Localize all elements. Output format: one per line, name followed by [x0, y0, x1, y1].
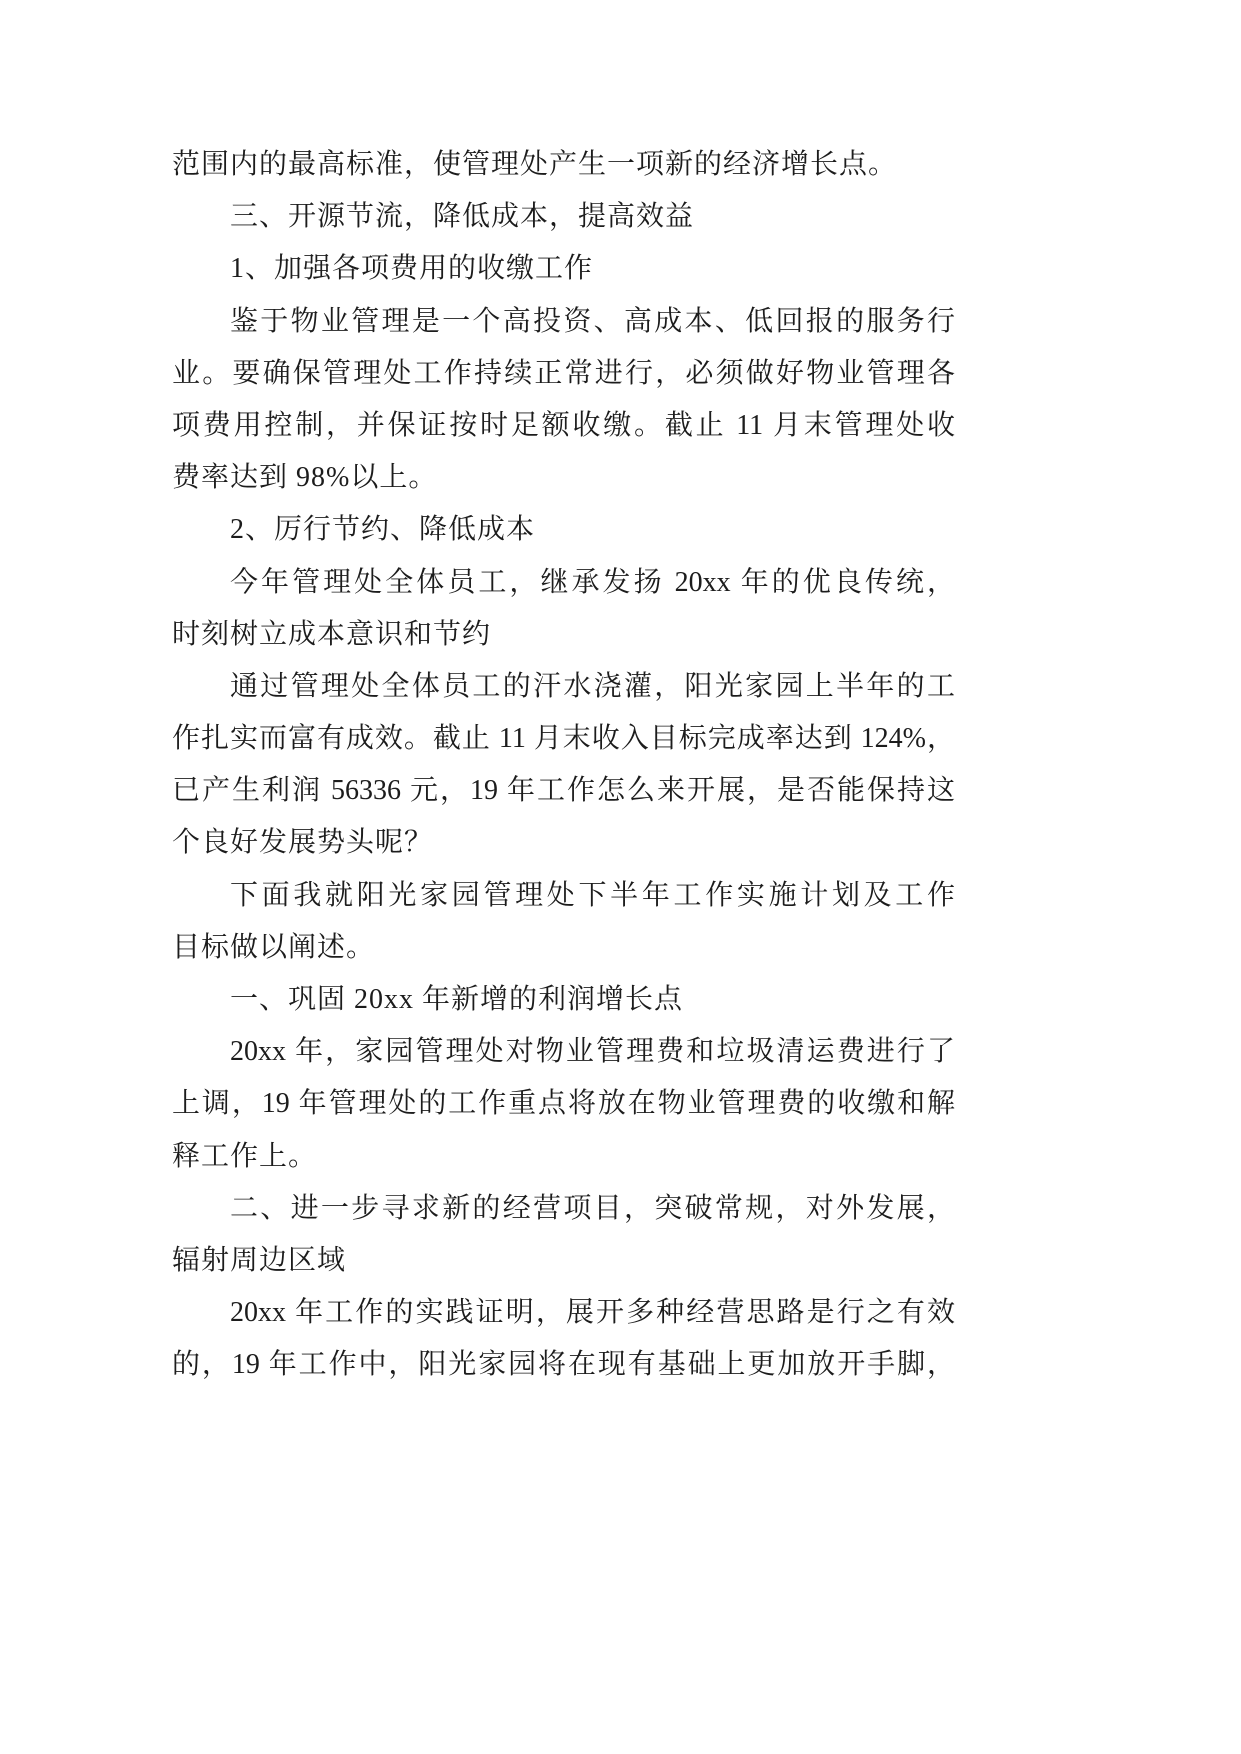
text-line: 的，19 年工作中，阳光家园将在现有基础上更加放开手脚，: [172, 1349, 955, 1381]
heading-line: 二、进一步寻求新的经营项目，突破常规，对外发展，: [230, 1192, 955, 1224]
text-line: 20xx 年工作的实践证明，展开多种经营思路是行之有效: [230, 1297, 955, 1329]
text-line: 今年管理处全体员工，继承发扬 20xx 年的优良传统，: [230, 566, 955, 598]
section-heading: [172, 974, 955, 1026]
heading-line: 三、开源节流，降低成本，提高效益: [230, 201, 695, 233]
text-line: 项费用控制，并保证按时足额收缴。截止 11 月末管理处收: [172, 409, 955, 441]
text-line: 作扎实而富有成效。截止 11 月末收入目标完成率达到 124%，: [172, 723, 955, 755]
paragraph: [172, 1287, 955, 1391]
subsection-heading: [172, 504, 955, 556]
paragraph: [172, 139, 955, 191]
heading-line: 1、加强各项费用的收缴工作: [230, 253, 594, 285]
heading-line: 2、厉行节约、降低成本: [230, 514, 536, 546]
text-line: 已产生利润 56336 元，19 年工作怎么来开展，是否能保持这: [172, 775, 955, 807]
text-line: 下面我就阳光家园管理处下半年工作实施计划及工作: [230, 879, 955, 911]
paragraph: [172, 870, 955, 974]
paragraph: [172, 661, 955, 870]
text-line: 费率达到 98%以上。: [172, 462, 438, 494]
text-line: 上调，19 年管理处的工作重点将放在物业管理费的收缴和解: [172, 1088, 955, 1120]
section-heading: [172, 191, 955, 243]
heading-line: 一、巩固 20xx 年新增的利润增长点: [230, 984, 684, 1015]
text-line: 20xx 年，家园管理处对物业管理费和垃圾清运费进行了: [230, 1036, 955, 1068]
document-body: [172, 139, 955, 1392]
text-line: 释工作上。: [172, 1140, 318, 1172]
text-line: 业。要确保管理处工作持续正常进行，必须做好物业管理各: [172, 357, 955, 389]
text-line: 个良好发展势头呢？: [172, 827, 434, 859]
text-line: 时刻树立成本意识和节约: [172, 618, 492, 650]
paragraph: [172, 296, 955, 505]
text-line: 通过管理处全体员工的汗水浇灌，阳光家园上半年的工: [230, 670, 955, 702]
text-line: 目标做以阐述。: [172, 931, 376, 963]
heading-line: 辐射周边区域: [172, 1244, 347, 1276]
section-heading: [172, 1183, 955, 1287]
subsection-heading: [172, 243, 955, 295]
paragraph: [172, 557, 955, 661]
paragraph: [172, 1026, 955, 1183]
text-line: 鉴于物业管理是一个高投资、高成本、低回报的服务行: [230, 305, 955, 337]
text-line: 范围内的最高标准，使管理处产生一项新的经济增长点。: [172, 149, 898, 180]
